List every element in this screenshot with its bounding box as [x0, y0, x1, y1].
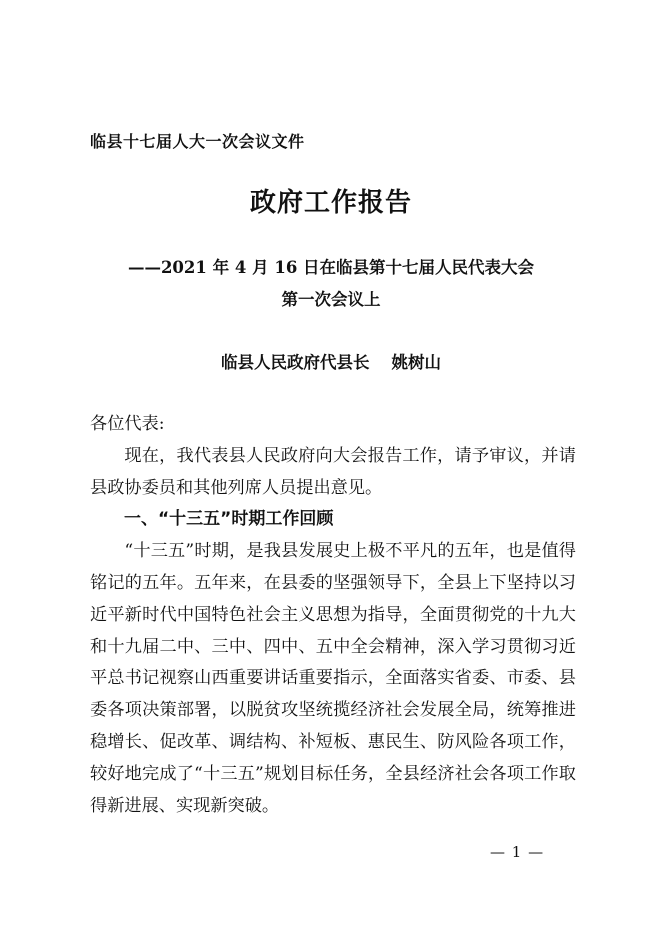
- speaker-line: [0, 349, 662, 373]
- document-title: 政府工作报告: [249, 188, 412, 218]
- paragraph-review: “十三五”时期，是我县发展史上极不平凡的五年，也是值得铭记的五年。五年来，在县委的坚强领导下，全县上下坚持以习近平新时代中国特色社会主义思想为指导，全面贯彻党的十九大和十九届二中、三中、四中、五中全会精神，深入学习贯彻习近平总书记视察山西重要讲话重要指示，全面落实省委、市委、县委各项决策部署，以脱贫攻坚统揽经济社会发展全局，统筹推进稳增长、促改革、调结构、补短板、惠民生、防风险各项工作，较好地完成了“十三五”规划目标任务，全县经济社会各项工作取得新进展、实现新突破。: [90, 541, 576, 816]
- subtitle-line-2: 第一次会议上: [281, 290, 381, 309]
- salutation: 各位代表:: [90, 414, 165, 434]
- speaker-name: 姚树山: [391, 353, 441, 372]
- paragraph-intro: 现在，我代表县人民政府向大会报告工作，请予审议，并请县政协委员和其他列席人员提出意见。: [90, 445, 576, 498]
- page-number: — 1 —: [490, 843, 545, 861]
- document-body: [90, 409, 576, 822]
- speaker-role: 临县人民政府代县长: [221, 353, 370, 372]
- subtitle-line-1: ——2021 年 4 月 16 日在临县第十七届人民代表大会: [127, 258, 535, 277]
- file-header: 临县十七届人大一次会议文件: [90, 132, 305, 151]
- section-heading: 一、“十三五”时期工作回顾: [124, 509, 334, 530]
